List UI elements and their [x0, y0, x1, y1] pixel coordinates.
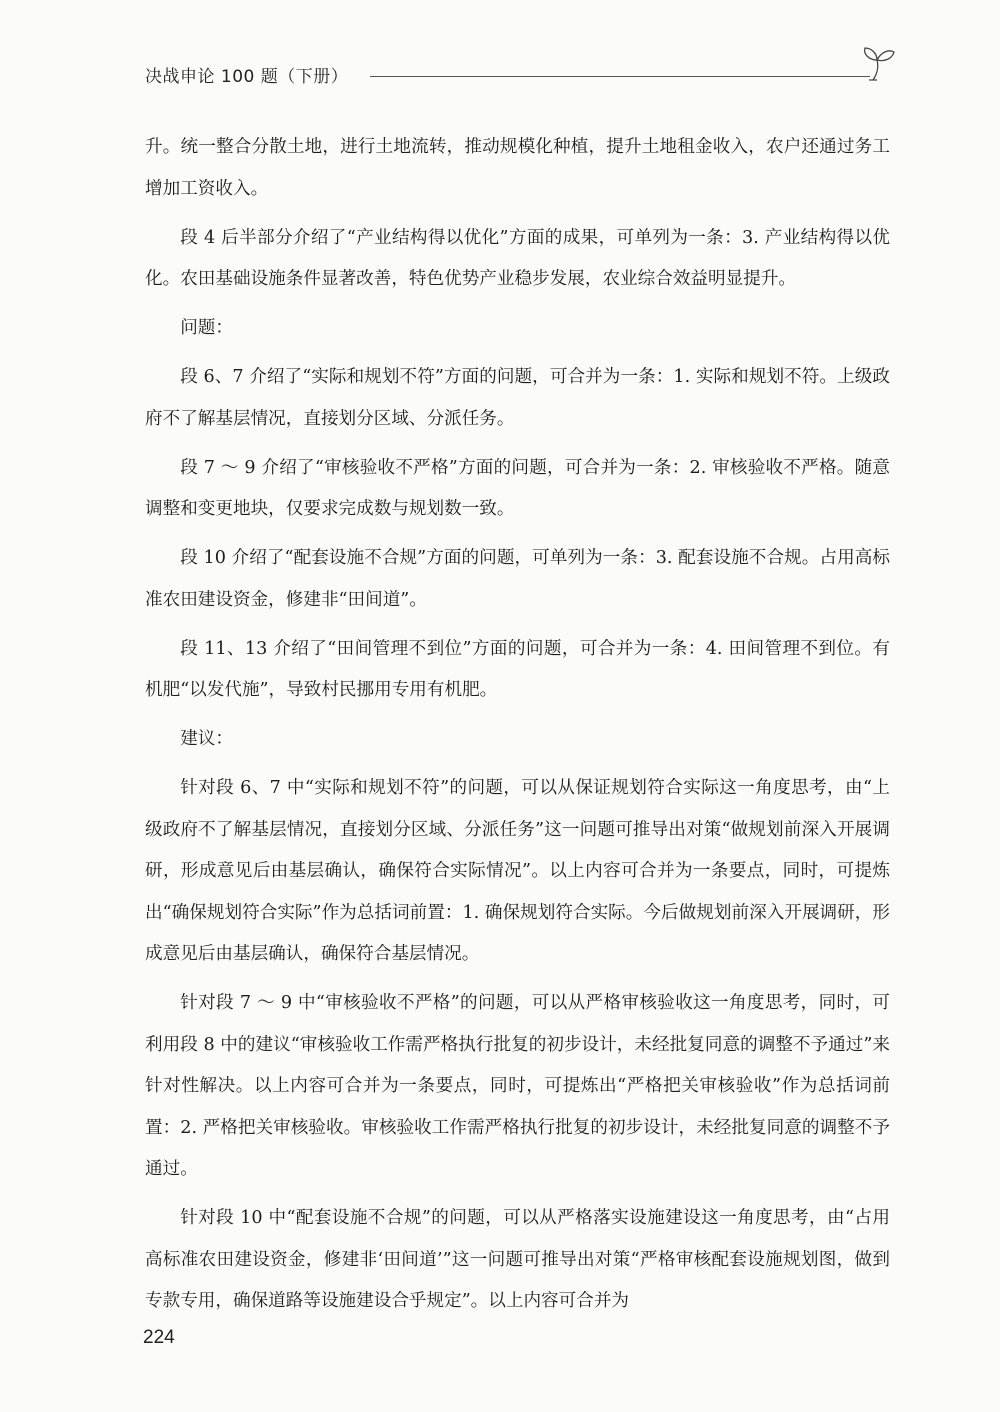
section-heading-suggestions: 建议： — [180, 729, 233, 749]
page-number: 224 — [143, 1327, 175, 1348]
paragraph: 段 10 介绍了“配套设施不合规”方面的问题，可单列为一条：3. 配套设施不合规。占用高标准农田建设资金，修建非“田间道”。 — [145, 548, 890, 610]
paragraph: 段 11、13 介绍了“田间管理不到位”方面的问题，可合并为一条：4. 田间管理不到位。有机肥“以发代施”，导致村民挪用专用有机肥。 — [145, 638, 890, 700]
paragraph: 段 6、7 介绍了“实际和规划不符”方面的问题，可合并为一条：1. 实际和规划不符。上级政府不了解基层情况，直接划分区域、分派任务。 — [145, 367, 890, 429]
paragraph: 段 7 ～ 9 介绍了“审核验收不严格”方面的问题，可合并为一条：2. 审核验收不严格。随意调整和变更地块，仅要求完成数与规划数一致。 — [145, 457, 890, 519]
paragraph: 升。统一整合分散土地，进行土地流转，推动规模化种植，提升土地租金收入，农户还通过务工增加工资收入。 — [145, 137, 890, 199]
paragraph: 段 4 后半部分介绍了“产业结构得以优化”方面的成果，可单列为一条：3. 产业结构得以优化。农田基础设施条件显著改善，特色优势产业稳步发展，农业综合效益明显提升。 — [145, 227, 890, 289]
paragraph: 针对段 6、7 中“实际和规划不符”的问题，可以从保证规划符合实际这一角度思考，由“上级政府不了解基层情况，直接划分区域、分派任务”这一问题可推导出对策“做规划前深入开展调研，形成意见后由基层确认，确保符合实际情况”。以上内容可合并为一条要点，同时，可提炼出“确保规划符合实际”作为总括词前置：1. 确保规划符合实际。今后做规划前深入开展调研，形成意见后由基层确认，确保符合基层情况。 — [145, 778, 890, 964]
sprout-icon — [857, 46, 897, 82]
header-rule — [370, 76, 870, 77]
paragraph: 针对段 10 中“配套设施不合规”的问题，可以从严格落实设施建设这一角度思考，由“占用高标准农田建设资金，修建非‘田间道’”这一问题可推导出对策“严格审核配套设施规划图，做到专款专用，确保道路等设施建设合乎规定”。以上内容可合并为 — [145, 1208, 890, 1311]
body-text — [145, 127, 890, 1330]
section-heading-problems: 问题： — [180, 318, 233, 338]
running-header — [145, 60, 890, 100]
book-title: 决战申论 100 题（下册） — [145, 67, 349, 87]
paragraph: 针对段 7 ～ 9 中“审核验收不严格”的问题，可以从严格审核验收这一角度思考，同时，可利用段 8 中的建议“审核验收工作需严格执行批复的初步设计，未经批复同意的调整不予通过”来针对性解决。以上内容可合并为一条要点，同时，可提炼出“严格把关审核验收”作为总括词前置：2. 严格把关审核验收。审核验收工作需严格执行批复的初步设计，未经批复同意的调整不予通过。 — [145, 993, 890, 1179]
